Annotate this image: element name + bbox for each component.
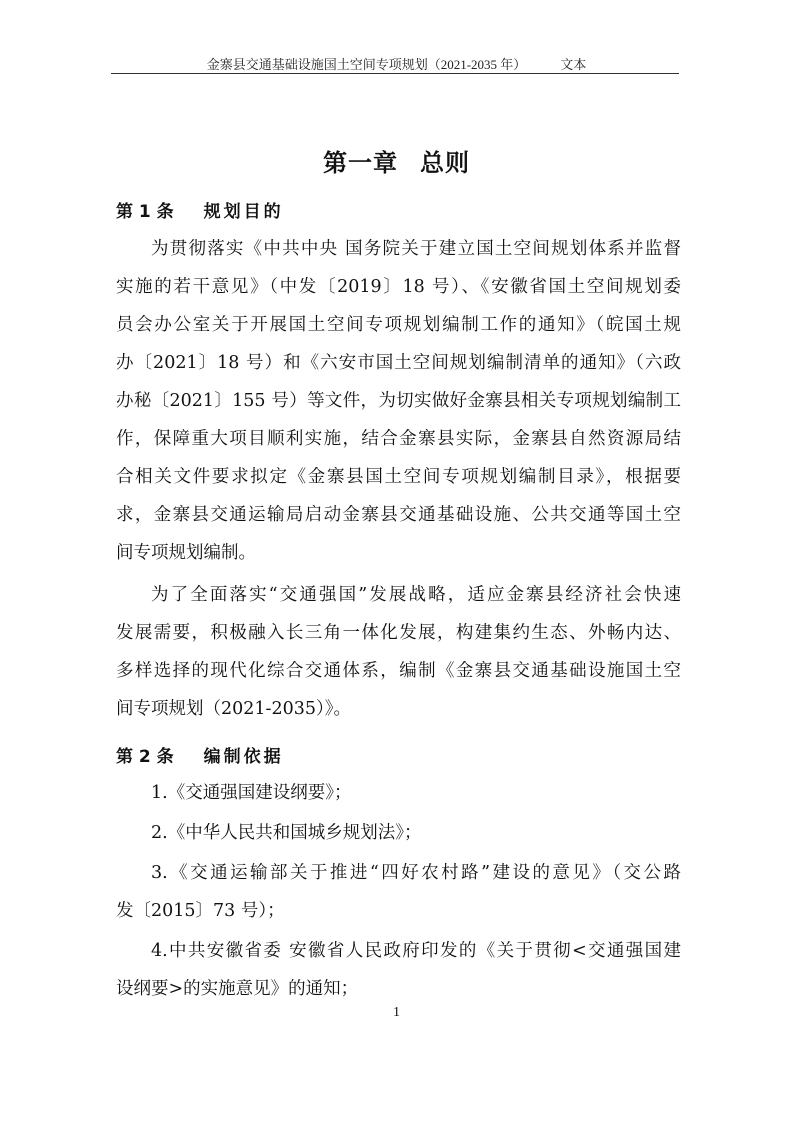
header-doc-type: 文本 — [560, 57, 587, 72]
paragraph-line: 为了全面落实“交通强国”发展战略，适应金寨县经济社会快速 — [151, 585, 681, 605]
header-rule — [111, 73, 679, 74]
paragraph-line: 发展需要，积极融入长三角一体化发展，构建集约生态、外畅内达、 — [116, 623, 681, 643]
article-number: 第 1 条 — [116, 202, 174, 222]
paragraph-line: 办〔2021〕18 号）和《六安市国土空间规划编制清单的通知》（六政 — [116, 353, 681, 373]
article-1-heading — [116, 197, 284, 222]
paragraph-line: 间专项规划编制。 — [116, 543, 256, 563]
article-number: 第 2 条 — [116, 747, 174, 767]
paragraph-line: 3.《交通运输部关于推进“四好农村路”建设的意见》（交公路 — [151, 863, 681, 883]
page-number: 1 — [393, 1005, 400, 1020]
header-title: 金寨县交通基础设施国土空间专项规划（2021-2035 年） — [206, 57, 527, 72]
article-title: 编制依据 — [203, 747, 284, 767]
paragraph-line: 多样选择的现代化综合交通体系，编制《金寨县交通基础设施国土空 — [116, 661, 681, 681]
paragraph-line: 发〔2015〕73 号）； — [116, 901, 285, 921]
paragraph-line: 作，保障重大项目顺利实施，结合金寨县实际，金寨县自然资源局结 — [116, 429, 681, 449]
chapter-number: 第一章 — [323, 149, 398, 177]
article-title: 规划目的 — [203, 202, 284, 222]
article-2-heading — [116, 742, 284, 767]
paragraph-line: 员会办公室关于开展国土空间专项规划编制工作的通知》（皖国土规 — [116, 315, 681, 335]
paragraph-line: 办秘〔2021〕155 号）等文件，为切实做好金寨县相关专项规划编制工 — [116, 391, 681, 411]
paragraph-line: 4.中共安徽省委 安徽省人民政府印发的《关于贯彻<交通强国建 — [151, 941, 681, 961]
paragraph-line: 求，金寨县交通运输局启动金寨县交通基础设施、公共交通等国土空 — [116, 505, 681, 525]
header-text — [0, 54, 793, 73]
paragraph-line: 实施的若干意见》（中发〔2019〕18 号）、《安徽省国土空间规划委 — [116, 277, 681, 297]
paragraph-line: 间专项规划（2021-2035）》。 — [116, 699, 351, 719]
chapter-heading — [0, 143, 793, 178]
paragraph-line: 合相关文件要求拟定《金寨县国土空间专项规划编制目录》，根据要 — [116, 467, 681, 487]
chapter-title: 总则 — [420, 149, 470, 177]
list-item: 2.《中华人民共和国城乡规划法》； — [151, 823, 422, 843]
paragraph-line: 设纲要>的实施意见》的通知； — [116, 979, 359, 999]
list-item: 1.《交通强国建设纲要》； — [151, 783, 352, 803]
paragraph-line: 为贯彻落实《中共中央 国务院关于建立国土空间规划体系并监督 — [151, 239, 681, 259]
